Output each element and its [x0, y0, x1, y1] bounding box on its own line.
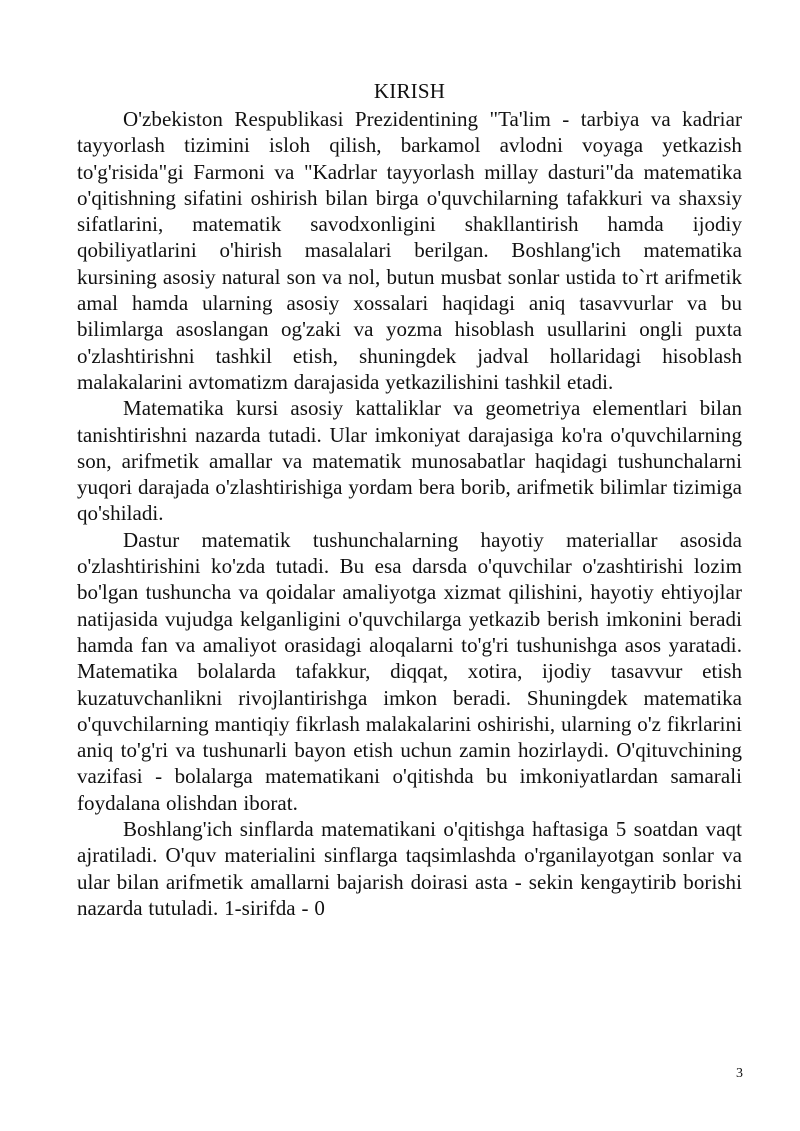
- paragraph-1: O'zbekiston Respublikasi Prezidentining "Ta'lim - tarbiya va kadriar tayyorlash tizimini isloh qilish, barkamol avlodni voyaga yetkazish to'g'risida"gi Farmoni va "Kadrlar tayyorlash millay dasturi"da matematika o'qitishning sifatini oshirish bilan birga o'quvchilarning tafakkuri va shaxsiy sifatlarini, matematik savodxonligini shakllantirish hamda ijodiy qobiliyatlarini o'hirish masalalari berilgan. Boshlang'ich matematika kursining asosiy natural son va nol, butun musbat sonlar ustida to`rt arifmetik amal hamda ularning asosiy xossalari haqidagi aniq tasavvurlar va bu bilimlarga asoslangan og'zaki va yozma hisoblash usullarini ongli puxta o'zlashtirishni tashkil etish, shuningdek jadval hollaridagi hisoblash malakalarini avtomatizm darajasida yetkazilishini tashkil etadi.: [77, 107, 742, 394]
- paragraph-4: Boshlang'ich sinflarda matematikani o'qitishga haftasiga 5 soatdan vaqt ajratiladi. O'quv materialini sinflarga taqsimlashda o'rganilayotgan sonlar va ular bilan arifmetik amallarni bajarish doirasi asta - sekin kengaytirib borishi nazarda tutuladi. 1-sirifda - 0: [77, 817, 742, 920]
- page-title: KIRISH: [373, 79, 446, 103]
- document-body: [77, 76, 742, 921]
- page-number: 3: [736, 1066, 743, 1081]
- paragraph-3: Dastur matematik tushunchalarning hayotiy materiallar asosida o'zlashtirishini ko'zda tutadi. Bu esa darsda o'quvchilar o'zashtirishi lozim bo'lgan tushuncha va qoidalar amaliyotga xizmat qilishini, hayotiy ehtiyojlar natijasida vujudga kelganligini o'quvchilarga yetkazib berish imkonini beradi hamda fan va amaliyot orasidagi aloqalarni to'g'ri tushunishga asos yaratadi. Matematika bolalarda tafakkur, diqqat, xotira, ijodiy tasavvur etish kuzatuvchanlikni rivojlantirishga imkon beradi. Shuningdek matematika o'quvchilarning mantiqiy fikrlash malakalarini oshirishi, ularning o'z fikrlarini aniq to'g'ri va tushunarli bayon etish uchun zamin hozirlaydi. O'qituvchining vazifasi - bolalarga matematikani o'qitishda bu imkoniyatlardan samarali foydalana olishdan iborat.: [77, 527, 742, 815]
- paragraph-2: Matematika kursi asosiy kattaliklar va geometriya elementlari bilan tanishtirishni nazarda tutadi. Ular imkoniyat darajasiga ko'ra o'quvchilarning son, arifmetik amallar va matematik munosabatlar haqidagi tushunchalarni yuqori darajada o'zlashtirishiga yordam bera borib, arifmetik bilimlar tizimiga qo'shiladi.: [77, 396, 742, 526]
